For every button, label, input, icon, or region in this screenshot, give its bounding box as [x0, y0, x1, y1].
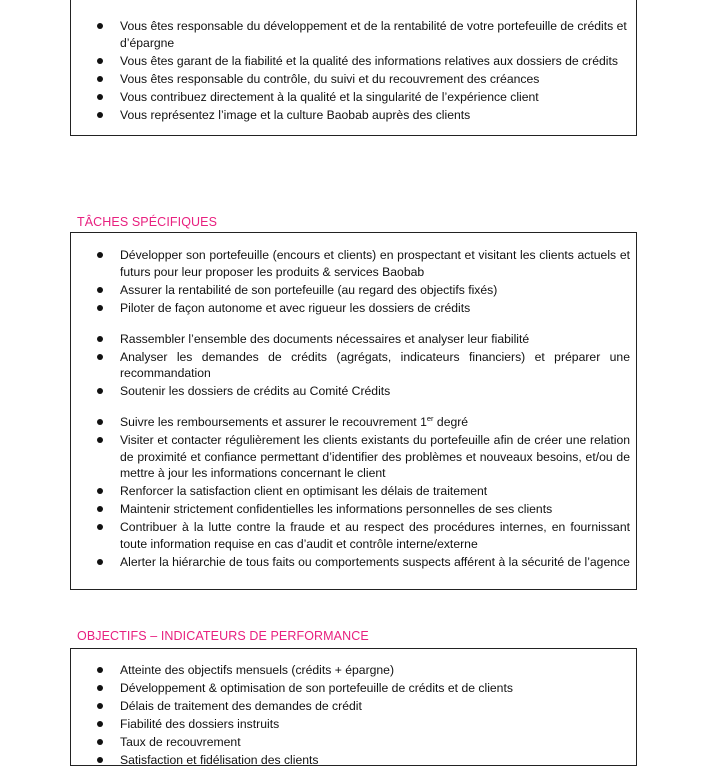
bullet-icon [97, 506, 103, 512]
bullet-icon [97, 76, 103, 82]
group-spacer [71, 318, 636, 331]
tasks-list-group-1 [71, 247, 636, 316]
bullet-icon [97, 287, 103, 293]
list-item: Atteinte des objectifs mensuels (crédits + épargne) [71, 662, 636, 679]
list-item: Contribuer à la lutte contre la fraude et au respect des procédures internes, en fournissant toute information requise en cas d’audit et contrôle interne/externe [71, 519, 636, 552]
list-item: Visiter et contacter régulièrement les clients existants du portefeuille afin de créer une relation de proximité et confiance permettant d’identifier des problèmes et nouveaux besoins, et/ou de mettre à jour les informations concernant le client [71, 432, 636, 482]
bullet-icon [97, 488, 103, 494]
bullet-icon [97, 757, 103, 763]
list-item: Délais de traitement des demandes de crédit [71, 698, 636, 715]
bullet-icon [97, 739, 103, 745]
list-item: Vous êtes responsable du contrôle, du suivi et du recouvrement des créances [71, 71, 636, 88]
list-item: Suivre les remboursements et assurer le recouvrement 1er degré [71, 414, 636, 431]
list-item: Rassembler l’ensemble des documents nécessaires et analyser leur fiabilité [71, 331, 636, 348]
bullet-icon [97, 94, 103, 100]
objectives-list [71, 662, 636, 769]
list-item: Maintenir strictement confidentielles les informations personnelles de ses clients [71, 501, 636, 518]
bullet-icon [97, 419, 103, 425]
list-item: Soutenir les dossiers de crédits au Comité Crédits [71, 383, 636, 400]
bullet-icon [97, 252, 103, 258]
responsibilities-list [71, 18, 636, 123]
responsibilities-box [70, 0, 637, 136]
list-item: Renforcer la satisfaction client en optimisant les délais de traitement [71, 483, 636, 500]
bullet-icon [97, 524, 103, 530]
list-item: Vous représentez l’image et la culture Baobab auprès des clients [71, 107, 636, 124]
bullet-icon [97, 437, 103, 443]
list-item: Développer son portefeuille (encours et clients) en prospectant et visitant les clients actuels et futurs pour leur proposer les produits & services Baobab [71, 247, 636, 280]
bullet-icon [97, 354, 103, 360]
list-item: Alerter la hiérarchie de tous faits ou comportements suspects afférent à la sécurité de l’agence [71, 554, 636, 571]
section-title-objectifs: OBJECTIFS – INDICATEURS DE PERFORMANCE [77, 629, 369, 643]
tasks-box [70, 232, 637, 590]
list-item: Piloter de façon autonome et avec rigueur les dossiers de crédits [71, 300, 636, 317]
list-item: Développement & optimisation de son portefeuille de crédits et de clients [71, 680, 636, 697]
bullet-icon [97, 305, 103, 311]
bullet-icon [97, 388, 103, 394]
list-item: Taux de recouvrement [71, 734, 636, 751]
list-item: Satisfaction et fidélisation des clients [71, 752, 636, 769]
list-item: Vous êtes garant de la fiabilité et la qualité des informations relatives aux dossiers de crédits [71, 53, 636, 70]
bullet-icon [97, 112, 103, 118]
list-item: Vous êtes responsable du développement et de la rentabilité de votre portefeuille de crédits et d’épargne [71, 18, 636, 51]
section-title-taches: TÂCHES SPÉCIFIQUES [77, 215, 218, 229]
bullet-icon [97, 685, 103, 691]
bullet-icon [97, 336, 103, 342]
list-item: Fiabilité des dossiers instruits [71, 716, 636, 733]
tasks-list-group-2 [71, 331, 636, 400]
bullet-icon [97, 559, 103, 565]
list-item: Analyser les demandes de crédits (agrégats, indicateurs financiers) et préparer une recommandation [71, 349, 636, 382]
tasks-list-group-3 [71, 414, 636, 570]
list-item: Vous contribuez directement à la qualité et la singularité de l’expérience client [71, 89, 636, 106]
list-item: Assurer la rentabilité de son portefeuille (au regard des objectifs fixés) [71, 282, 636, 299]
bullet-icon [97, 667, 103, 673]
bullet-icon [97, 721, 103, 727]
bullet-icon [97, 58, 103, 64]
group-spacer [71, 401, 636, 414]
bullet-icon [97, 703, 103, 709]
bullet-icon [97, 23, 103, 29]
objectives-box [70, 648, 637, 766]
